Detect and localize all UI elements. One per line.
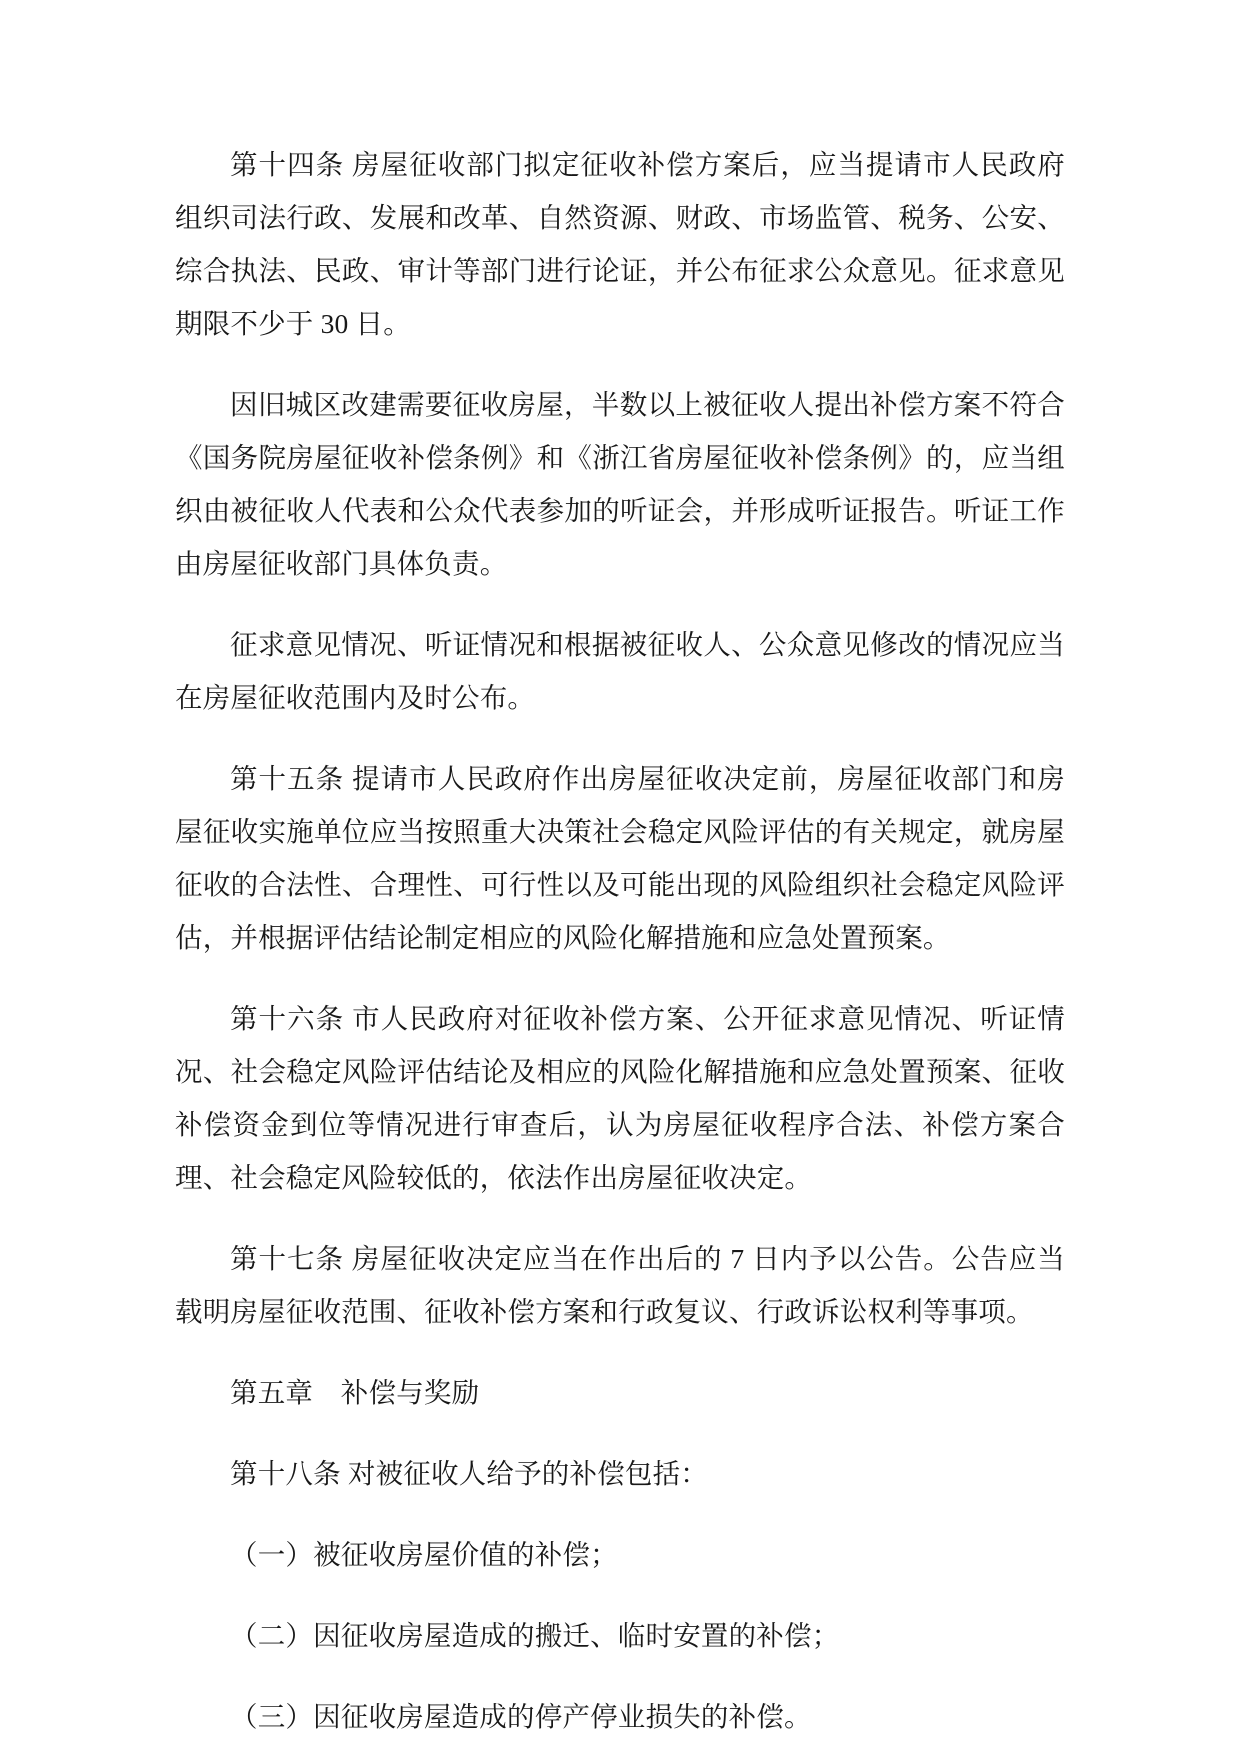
paragraph-article-16: 第十六条 市人民政府对征收补偿方案、公开征求意见情况、听证情况、社会稳定风险评估结论及相应的风险化解措施和应急处置预案、征收补偿资金到位等情况进行审查后，认为房屋征收程序合法、补偿方案合理、社会稳定风险较低的，依法作出房屋征收决定。 bbox=[175, 1003, 1065, 1193]
paragraph-article-18-item-1: （一）被征收房屋价值的补偿； bbox=[230, 1539, 618, 1570]
paragraph-article-14-p3: 征求意见情况、听证情况和根据被征收人、公众意见修改的情况应当在房屋征收范围内及时公布。 bbox=[175, 629, 1065, 713]
paragraph-article-15: 第十五条 提请市人民政府作出房屋征收决定前，房屋征收部门和房屋征收实施单位应当按照重大决策社会稳定风险评估的有关规定，就房屋征收的合法性、合理性、可行性以及可能出现的风险组织社会稳定风险评估，并根据评估结论制定相应的风险化解措施和应急处置预案。 bbox=[175, 763, 1065, 953]
paragraph-article-17: 第十七条 房屋征收决定应当在作出后的 7 日内予以公告。公告应当载明房屋征收范围、征收补偿方案和行政复议、行政诉讼权利等事项。 bbox=[175, 1243, 1065, 1327]
paragraph-article-18-item-2: （二）因征收房屋造成的搬迁、临时安置的补偿； bbox=[230, 1620, 840, 1651]
paragraph-article-18-item-3: （三）因征收房屋造成的停产停业损失的补偿。 bbox=[230, 1701, 812, 1732]
paragraph-article-14-p1: 第十四条 房屋征收部门拟定征收补偿方案后，应当提请市人民政府组织司法行政、发展和改革、自然资源、财政、市场监管、税务、公安、综合执法、民政、审计等部门进行论证，并公布征求公众意见。征求意见期限不少于 30 日。 bbox=[175, 149, 1065, 339]
chapter-5-heading: 第五章 补偿与奖励 bbox=[230, 1377, 480, 1408]
paragraph-article-14-p2: 因旧城区改建需要征收房屋，半数以上被征收人提出补偿方案不符合《国务院房屋征收补偿条例》和《浙江省房屋征收补偿条例》的，应当组织由被征收人代表和公众代表参加的听证会，并形成听证报告。听证工作由房屋征收部门具体负责。 bbox=[175, 389, 1065, 579]
document-body bbox=[175, 138, 1065, 1743]
paragraph-article-18: 第十八条 对被征收人给予的补偿包括： bbox=[230, 1458, 708, 1489]
